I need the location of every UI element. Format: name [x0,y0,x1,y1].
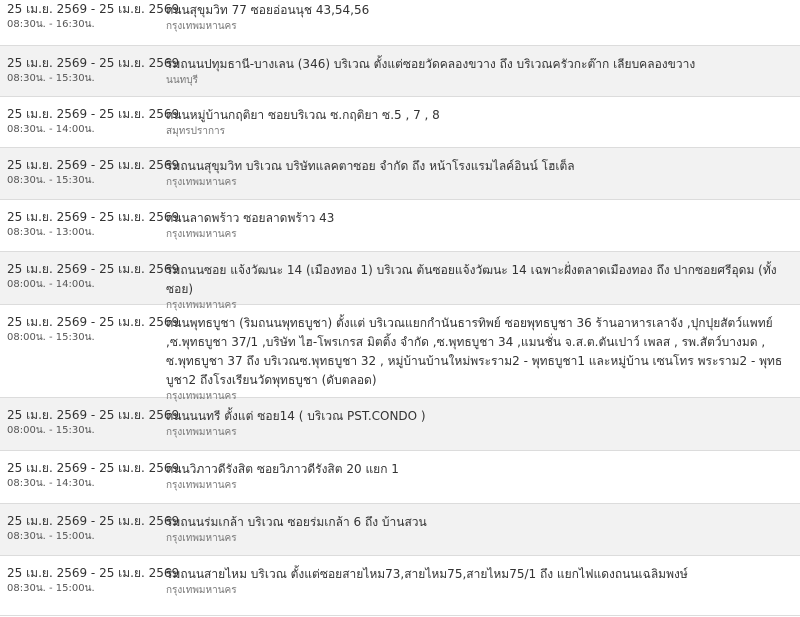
outage-area-cell [166,55,800,96]
outage-date-cell [0,261,180,304]
outage-province: สมุทรปราการ [166,126,226,137]
outage-row [0,46,800,97]
outage-date-range: 25 เม.ย. 2569 - 25 เม.ย. 2569 [7,210,180,224]
outage-province: กรุงเทพมหานคร [166,229,237,240]
outage-province: กรุงเทพมหานคร [166,391,237,402]
outage-date-range: 25 เม.ย. 2569 - 25 เม.ย. 2569 [7,514,180,528]
outage-row [0,398,800,451]
outage-date-cell [0,460,180,503]
outage-area: ถนนวิภาวดีรังสิต ซอยวิภาวดีรังสิต 20 แยก 1 [166,462,399,476]
outage-area-cell [166,513,800,555]
outage-area: ถนนสุขุมวิท 77 ซอยอ่อนนุช 43,54,56 [166,3,370,17]
outage-date-cell [0,55,180,96]
outage-province: นนทบุรี [166,75,198,86]
outage-time-range: 08:00น. - 15:30น. [7,332,95,343]
outage-area: ริมถนนปทุมธานี-บางเลน (346) บริเวณ ตั้งแต่ซอยวัดคลองขวาง ถึง บริเวณครัวกะต๊าก เลียบคลองขวาง [166,57,696,71]
outage-time-range: 08:30น. - 15:00น. [7,531,95,542]
outage-time-range: 08:00น. - 15:30น. [7,425,95,436]
outage-row [0,200,800,252]
outage-province: กรุงเทพมหานคร [166,585,237,596]
outage-row [0,556,800,616]
outage-area-cell [166,261,800,311]
outage-date-cell [0,157,180,199]
outage-time-range: 08:30น. - 16:30น. [7,19,95,30]
outage-date-cell [0,407,180,450]
outage-row [0,504,800,556]
outage-area-cell [166,106,800,147]
outage-time-range: 08:30น. - 15:30น. [7,175,95,186]
outage-time-range: 08:30น. - 14:00น. [7,124,95,135]
outage-date-range: 25 เม.ย. 2569 - 25 เม.ย. 2569 [7,315,180,329]
outage-time-range: 08:00น. - 14:00น. [7,279,95,290]
outage-date-range: 25 เม.ย. 2569 - 25 เม.ย. 2569 [7,408,180,422]
outage-date-cell [0,106,180,147]
outage-area-cell [166,314,800,402]
outage-date-range: 25 เม.ย. 2569 - 25 เม.ย. 2569 [7,56,180,70]
outage-date-range: 25 เม.ย. 2569 - 25 เม.ย. 2569 [7,566,180,580]
outage-area: ถนนนนทรี ตั้งแต่ ซอย14 ( บริเวณ PST.CONDO ) [166,409,426,423]
outage-area-cell [166,1,800,45]
outage-date-cell [0,314,180,397]
outage-area: ริมถนนสายไหม บริเวณ ตั้งแต่ซอยสายไหม73,สายไหม75,สายไหม75/1 ถึง แยกไฟแดงถนนเฉลิมพงษ์ [166,567,688,581]
outage-date-range: 25 เม.ย. 2569 - 25 เม.ย. 2569 [7,461,180,475]
outage-date-cell [0,513,180,555]
outage-row [0,148,800,200]
outage-row [0,305,800,402]
outage-date-range: 25 เม.ย. 2569 - 25 เม.ย. 2569 [7,158,180,172]
outage-date-cell [0,565,180,615]
outage-date-range: 25 เม.ย. 2569 - 25 เม.ย. 2569 [7,2,180,16]
outage-province: กรุงเทพมหานคร [166,21,237,32]
outage-row [0,97,800,148]
outage-date-range: 25 เม.ย. 2569 - 25 เม.ย. 2569 [7,107,180,121]
outage-time-range: 08:30น. - 15:00น. [7,583,95,594]
outage-area-cell [166,460,800,503]
outage-time-range: 08:30น. - 13:00น. [7,227,95,238]
outage-row [0,451,800,504]
outage-province: กรุงเทพมหานคร [166,427,237,438]
outage-row [0,252,800,311]
outage-province: กรุงเทพมหานคร [166,300,237,311]
outage-province: กรุงเทพมหานคร [166,533,237,544]
outage-area: ริมถนนซอย แจ้งวัฒนะ 14 (เมืองทอง 1) บริเวณ ต้นซอยแจ้งวัฒนะ 14 เฉพาะฝั่งตลาดเมืองทอง ถึง ปากซอยศรีอุดม (ทั้งซอย) [166,263,777,296]
outage-time-range: 08:30น. - 14:30น. [7,478,95,489]
outage-area: ถนนลาดพร้าว ซอยลาดพร้าว 43 [166,211,335,225]
outage-date-range: 25 เม.ย. 2569 - 25 เม.ย. 2569 [7,262,180,276]
outage-area-cell [166,157,800,199]
outage-area: ถนนหมู่บ้านกฤติยา ซอยบริเวณ ซ.กฤติยา ซ.5 , 7 , 8 [166,108,440,122]
outage-area: ถนนพุทธบูชา (ริมถนนพุทธบูชา) ตั้งแต่ บริเวณแยกกำนันธารทิพย์ ซอยพุทธบูชา 36 ร้านอาหารเลาจัง ,ปุกปุยสัตว์แพทย์ ,ซ.พุทธบูชา 37/1 ,บริษัท ไฮ-โพรเกรส มิตติ้ง จำกัด ,ซ.พุทธบูชา 34 ,แมนชั่น จ.ส.ต.ตันเปาว์ เพลส , รพ.สัตว์บางมด , ซ.พุทธบูชา 37 ถึง บริเวณซ.พุทธบูชา 32 , หมู่บ้านบ้านใหม่พระราม2 - พุทธบูชา1 และหมู่บ้าน เซนโทร พระราม2 - พุทธบูชา2 ถึงโรงเรียนวัดพุทธบูชา (ดับตลอด) [166,316,783,387]
outage-area-cell [166,565,800,615]
outage-province: กรุงเทพมหานคร [166,480,237,491]
outage-province: กรุงเทพมหานคร [166,177,237,188]
outage-time-range: 08:30น. - 15:30น. [7,73,95,84]
outage-area-cell [166,407,800,450]
outage-date-cell [0,1,180,45]
outage-area: ริมถนนร่มเกล้า บริเวณ ซอยร่มเกล้า 6 ถึง บ้านสวน [166,515,427,529]
outage-area-cell [166,209,800,251]
outage-area: ริมถนนสุขุมวิท บริเวณ บริษัทแลคตาซอย จำกัด ถึง หน้าโรงแรมไลค์อินน์ โฮเต็ล [166,159,575,173]
outage-date-cell [0,209,180,251]
outage-row [0,0,800,46]
